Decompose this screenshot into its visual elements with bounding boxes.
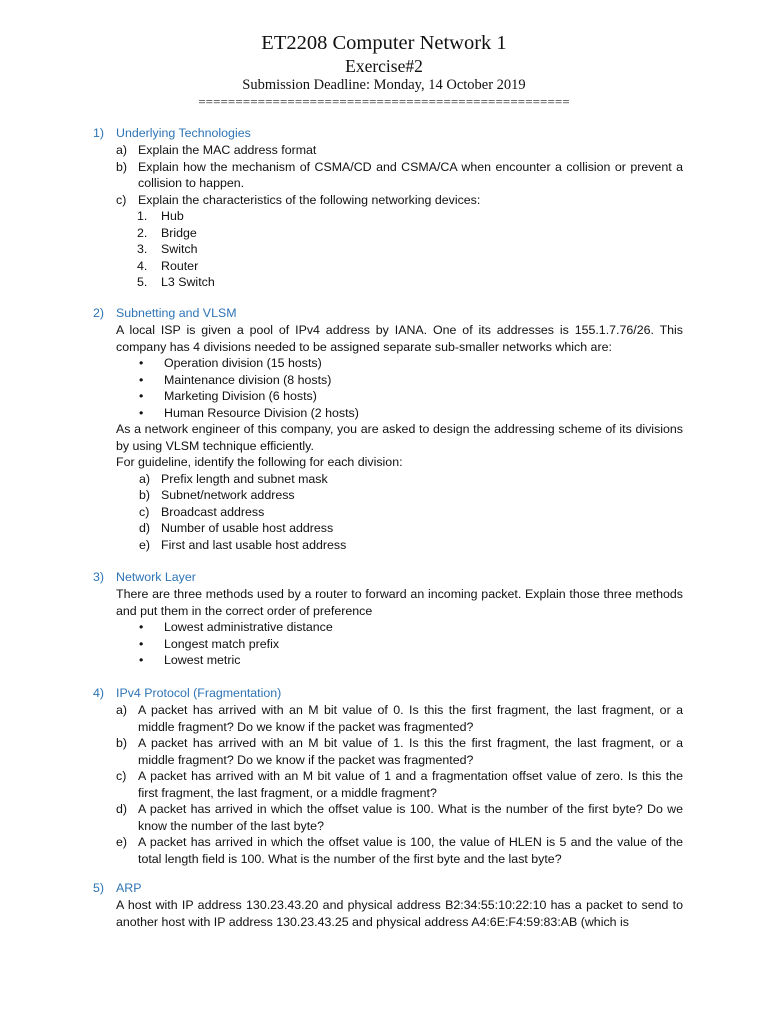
list-item xyxy=(139,504,683,521)
bullet-text: Lowest administrative distance xyxy=(164,620,333,634)
item-label: a) xyxy=(116,143,128,157)
item-text: Switch xyxy=(161,242,198,256)
item-label: c) xyxy=(139,504,150,519)
bullet-item xyxy=(139,652,683,669)
item-text: A packet has arrived in which the offset value is 100, the value of HLEN is 5 and the value of the total length field is 100. What is the number of the first byte and the last byte? xyxy=(138,835,683,866)
item-label: d) xyxy=(116,802,128,816)
item-text: A packet has arrived with an M bit value of 1. Is this the first fragment, the last fragment, or a middle fragment? Do we know if the packet was fragmented? xyxy=(138,736,683,767)
list-item xyxy=(116,159,683,192)
section-ipv4-fragmentation xyxy=(93,685,683,867)
bullet-item xyxy=(139,388,683,405)
list-item xyxy=(137,208,683,225)
section-number: 2) xyxy=(93,306,105,320)
list-item xyxy=(137,241,683,258)
bullet-glyph: • xyxy=(139,372,144,387)
section-network-layer xyxy=(93,569,683,669)
bullet-glyph: • xyxy=(139,653,144,667)
section-title: ARP xyxy=(116,881,142,895)
section-title: IPv4 Protocol (Fragmentation) xyxy=(116,686,282,700)
paragraph: For guideline, identify the following for each division: xyxy=(116,455,403,469)
bullet-glyph: • xyxy=(139,405,144,420)
bullet-item xyxy=(139,355,683,372)
item-label: a) xyxy=(116,703,128,717)
bullet-glyph: • xyxy=(139,620,144,634)
bullet-text: Human Resource Division (2 hosts) xyxy=(164,405,359,420)
submission-deadline: Submission Deadline: Monday, 14 October 2019 xyxy=(242,77,526,93)
item-label: e) xyxy=(139,537,151,552)
item-label: b) xyxy=(116,159,128,174)
list-item xyxy=(139,520,683,537)
list-item xyxy=(116,735,683,768)
bullet-item xyxy=(139,372,683,389)
item-number: 3. xyxy=(137,242,148,256)
bullet-text: Maintenance division (8 hosts) xyxy=(164,372,332,387)
list-item xyxy=(116,768,683,801)
document-subtitle: Exercise#2 xyxy=(345,56,423,76)
division-bullets xyxy=(139,355,683,421)
section-title: Network Layer xyxy=(116,570,196,584)
bullet-glyph: • xyxy=(139,389,144,403)
section-number: 4) xyxy=(93,686,105,700)
item-label: b) xyxy=(116,736,128,750)
paragraph: As a network engineer of this company, you are asked to design the addressing scheme of its divisions by using VLSM technique efficiently. xyxy=(116,422,683,453)
item-label: c) xyxy=(116,192,127,207)
method-bullets xyxy=(139,619,683,669)
bullet-text: Longest match prefix xyxy=(164,636,280,651)
section-heading xyxy=(93,569,683,586)
item-number: 4. xyxy=(137,258,148,273)
section-number: 1) xyxy=(93,126,105,140)
list-item xyxy=(116,192,683,209)
bullet-glyph: • xyxy=(139,636,144,651)
item-text: Number of usable host address xyxy=(161,521,334,535)
bullet-text: Operation division (15 hosts) xyxy=(164,356,322,370)
intro-paragraph: A local ISP is given a pool of IPv4 address by IANA. One of its addresses is 155.1.7.76/26. This company has 4 divisions needed to be assigned separate sub-smaller networks which are: xyxy=(116,323,683,354)
item-label: c) xyxy=(116,769,127,783)
list-item xyxy=(139,487,683,504)
section-heading xyxy=(93,125,683,142)
list-item xyxy=(137,274,683,291)
section-heading xyxy=(93,305,683,322)
item-number: 5. xyxy=(137,275,148,289)
item-text: First and last usable host address xyxy=(161,537,347,552)
bullet-text: Marketing Division (6 hosts) xyxy=(164,389,317,403)
item-text: Bridge xyxy=(161,225,197,240)
list-item xyxy=(139,537,683,554)
device-list xyxy=(137,208,683,291)
bullet-item xyxy=(139,636,683,653)
item-text: A packet has arrived with an M bit value of 1 and a fragmentation offset value of zero. Is this the first fragment, the last fragment, or a middle fragment? xyxy=(138,769,683,800)
item-number: 2. xyxy=(137,225,148,240)
list-item xyxy=(139,471,683,488)
intro-paragraph: A host with IP address 130.23.43.20 and physical address B2:34:55:10:22:10 has a packet to send to another host with IP address 130.23.43.25 and physical address A4:6E:F4:59:83:AB (which is xyxy=(116,898,683,929)
list-item xyxy=(137,225,683,242)
item-number: 1. xyxy=(137,209,148,223)
list-item xyxy=(116,801,683,834)
section-heading xyxy=(93,880,683,897)
item-text: Router xyxy=(161,258,199,273)
item-label: b) xyxy=(139,488,151,502)
item-text: Explain the MAC address format xyxy=(138,143,317,157)
item-text: Explain the characteristics of the following networking devices: xyxy=(138,192,481,207)
section-title: Underlying Technologies xyxy=(116,126,251,140)
item-text: A packet has arrived in which the offset value is 100. What is the number of the first byte? Do we know the number of the last byte? xyxy=(138,802,683,833)
bullet-item xyxy=(139,405,683,422)
list-item xyxy=(116,702,683,735)
guideline-list xyxy=(139,471,683,554)
item-label: d) xyxy=(139,521,151,535)
item-text: Broadcast address xyxy=(161,504,265,519)
bullet-glyph: • xyxy=(139,356,144,370)
list-item xyxy=(116,834,683,867)
bullet-item xyxy=(139,619,683,636)
section-heading xyxy=(93,685,683,702)
section-subnetting-vlsm xyxy=(93,305,683,553)
item-text: Explain how the mechanism of CSMA/CD and CSMA/CA when encounter a collision or prevent a collision to happen. xyxy=(138,159,683,190)
document-title: ET2208 Computer Network 1 xyxy=(261,32,507,54)
item-text: Hub xyxy=(161,209,184,223)
item-text: A packet has arrived with an M bit value of 0. Is this the first fragment, the last fragment, or a middle fragment? Do we know if the packet was fragmented? xyxy=(138,703,683,734)
list-item xyxy=(137,258,683,275)
item-label: e) xyxy=(116,835,128,849)
separator-line: ================================================== xyxy=(198,94,570,109)
bullet-text: Lowest metric xyxy=(164,653,241,667)
list-item xyxy=(116,142,683,159)
section-number: 5) xyxy=(93,881,105,895)
item-text: L3 Switch xyxy=(161,275,215,289)
item-text: Subnet/network address xyxy=(161,488,295,502)
section-underlying-technologies xyxy=(93,125,683,291)
item-label: a) xyxy=(139,471,151,486)
item-text: Prefix length and subnet mask xyxy=(161,471,328,486)
section-arp xyxy=(93,880,683,930)
section-title: Subnetting and VLSM xyxy=(116,306,237,320)
intro-paragraph: There are three methods used by a router to forward an incoming packet. Explain those three methods and put them in the correct order of preference xyxy=(116,587,683,618)
section-number: 3) xyxy=(93,570,105,584)
